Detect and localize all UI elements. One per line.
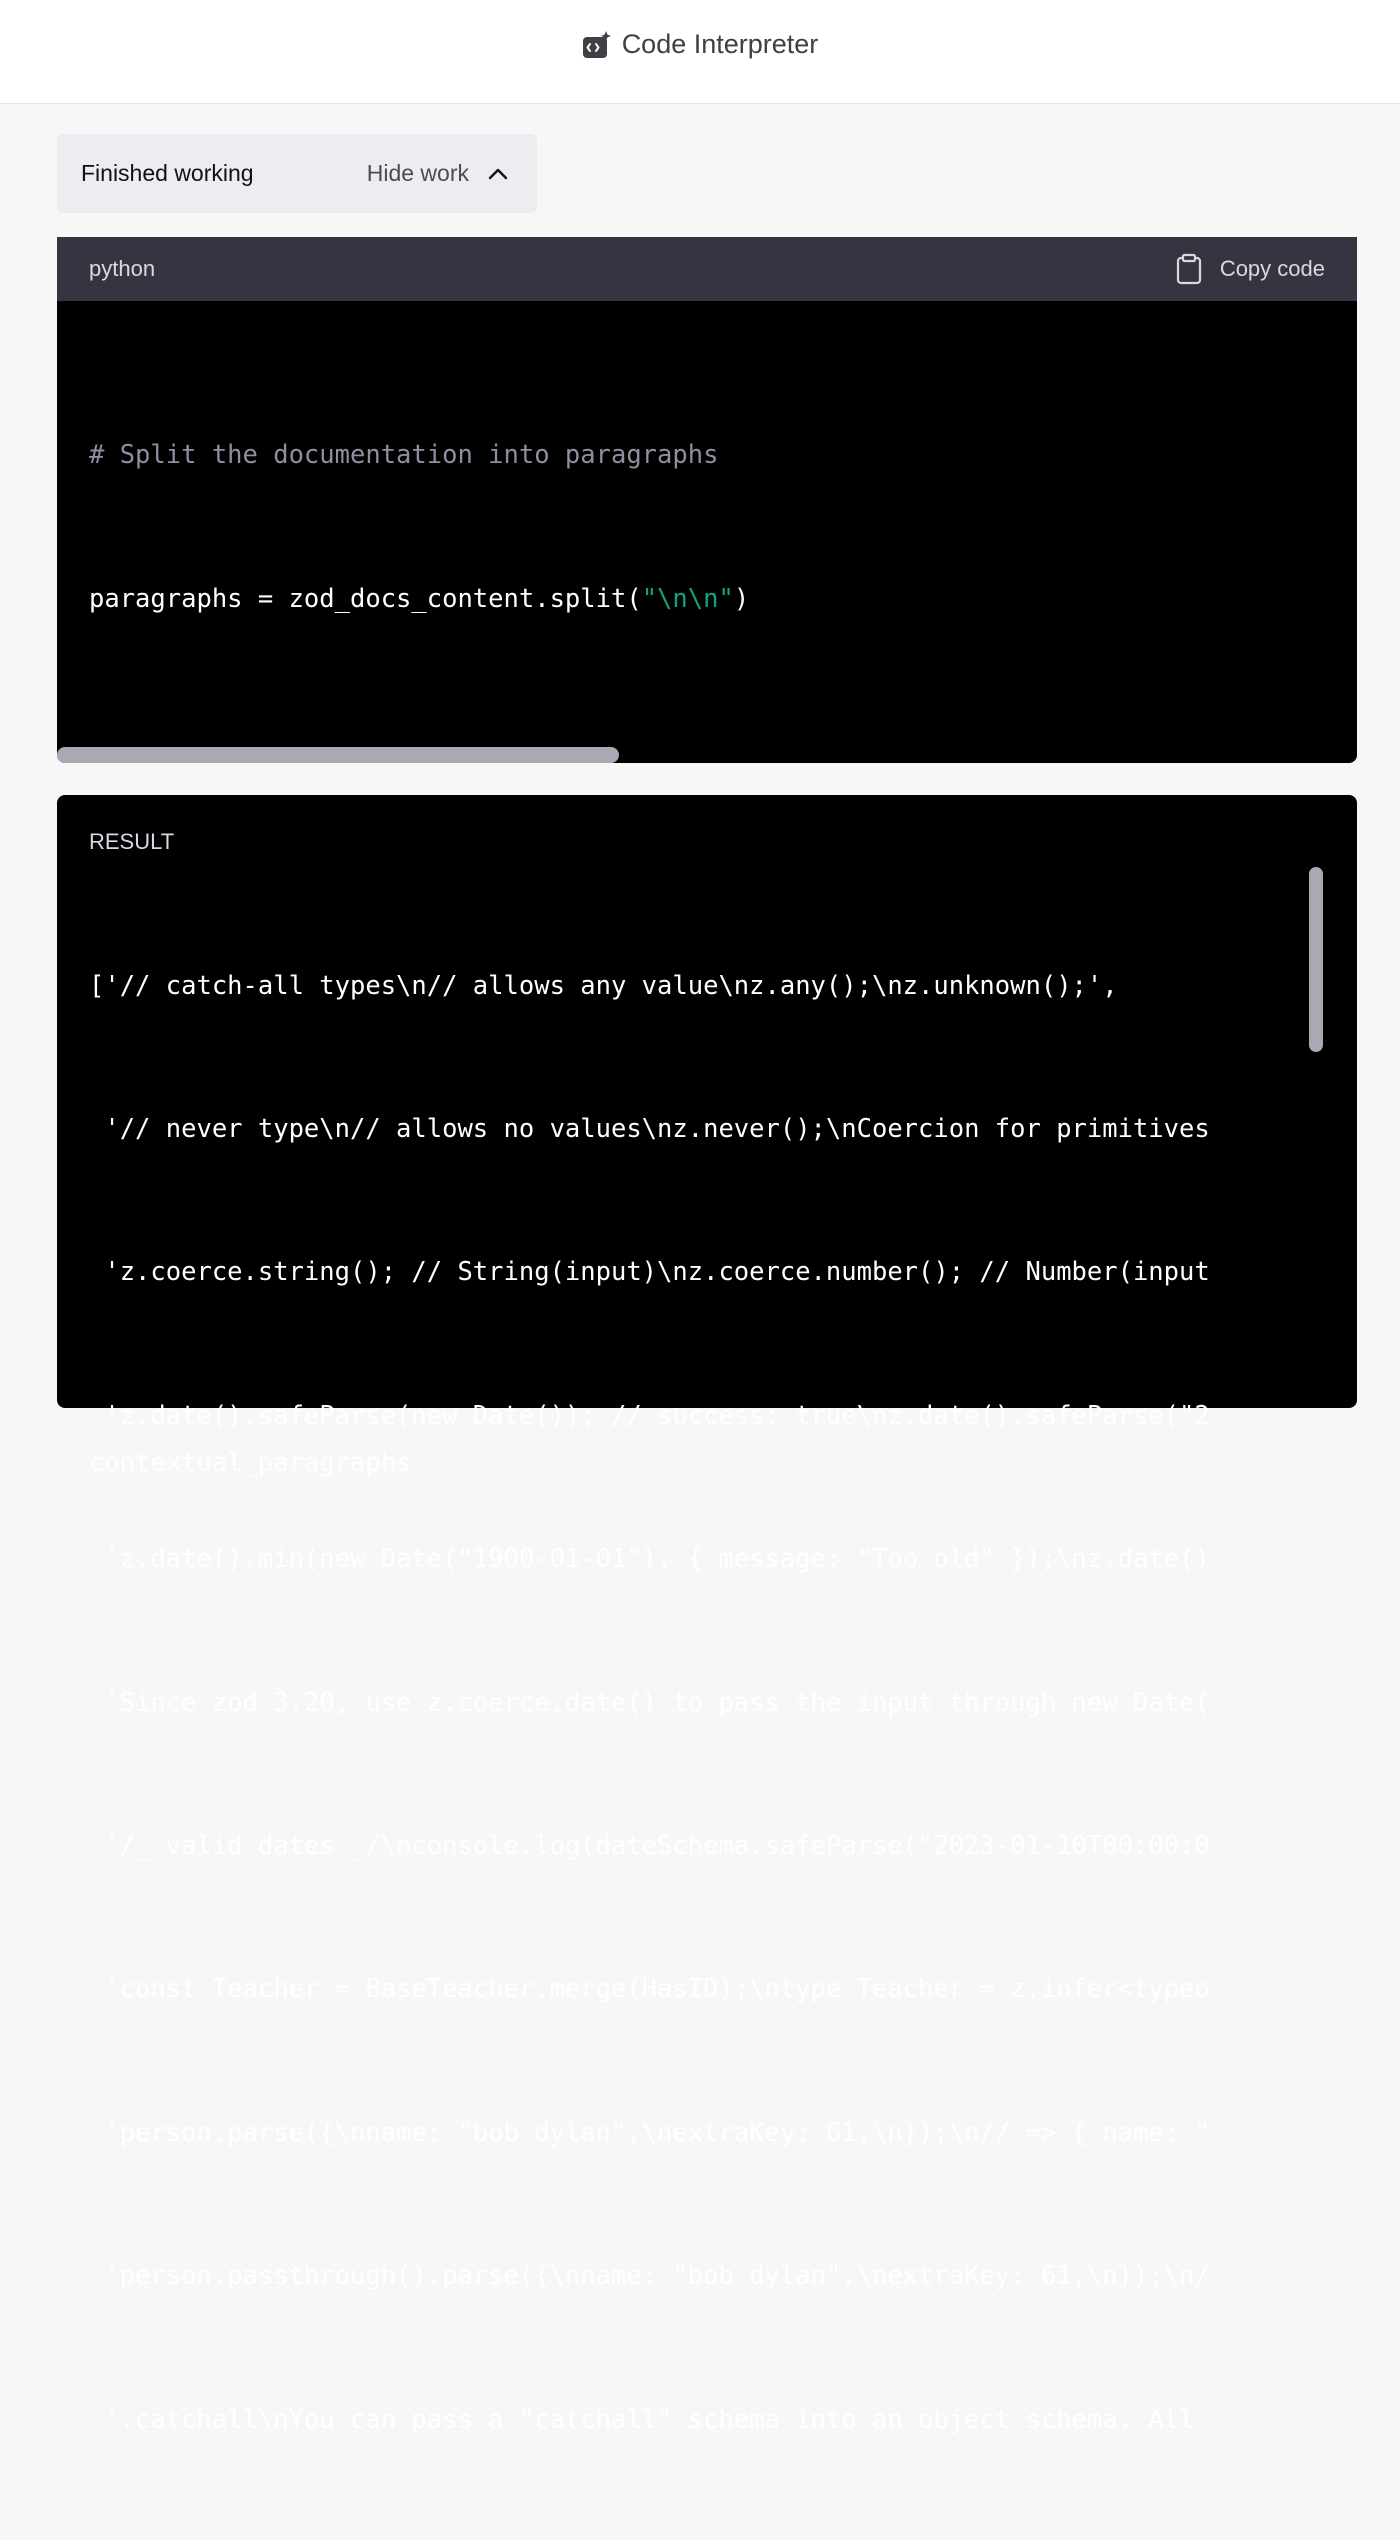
code-language: python [89, 256, 156, 281]
horizontal-scrollbar[interactable] [57, 747, 619, 763]
result-label: RESULT [89, 829, 175, 854]
result-line: 'Since zod 3.20, use z.coerce.date() to pass the input through new Date( [89, 1687, 1210, 1718]
status-label: Finished working [81, 160, 254, 186]
app-header [582, 29, 819, 60]
app-title: Code Interpreter [621, 29, 819, 59]
code-text: ) [733, 584, 750, 614]
result-line: 'z.date().safeParse(new Date()); // success: true\nz.date().safeParse("2 [89, 1400, 1210, 1431]
result-line: '// never type\n// allows no values\nz.never();\nCoercion for primitives [89, 1113, 1210, 1144]
code-text: contextual_paragraphs [89, 1448, 412, 1478]
chevron-up-icon [487, 163, 509, 185]
top-bar [0, 0, 1400, 104]
result-line: 'const Teacher = BaseTeacher.merge(HasID);\ntype Teacher = z.infer<typeo [89, 1974, 1210, 2005]
work-status-bar [57, 134, 537, 213]
code-comment: # Split the documentation into paragraphs [89, 440, 719, 470]
code-line [89, 431, 1357, 479]
hide-work-button[interactable] [367, 160, 509, 187]
result-line: '.catchall\nYou can pass a "catchall" schema into an object schema. All [89, 2404, 1195, 2435]
hide-work-label: Hide work [366, 160, 469, 186]
result-line: '/_ valid dates _/\nconsole.log(dateSchema.safeParse("2023-01-10T00:00:0 [89, 1830, 1210, 1861]
copy-code-label: Copy code [1219, 256, 1325, 281]
code-string: "\n\n" [641, 584, 734, 614]
vertical-scrollbar[interactable] [1309, 867, 1323, 1052]
result-line: 'person.parse({\nname: "bob dylan",\nextraKey: 61,\n});\n// => { name: " [89, 2117, 1210, 2148]
result-line: ['// catch-all types\n// allows any value\nz.any();\nz.unknown();', [89, 970, 1118, 1001]
result-line: 'z.date().min(new Date("1900-01-01"), { message: "Too old" });\nz.date() [89, 1544, 1210, 1575]
code-text: paragraphs = zod_docs_content.split( [89, 584, 642, 614]
code-line [89, 575, 1357, 623]
code-interpreter-icon [582, 30, 612, 60]
result-line: 'z.coerce.string(); // String(input)\nz.coerce.number(); // Number(input [89, 1257, 1210, 1288]
code-header [57, 237, 1357, 301]
result-line: 'person.passthrough().parse({\nname: "bob dylan",\nextraKey: 61,\n});\n/ [89, 2261, 1210, 2292]
copy-code-button[interactable] [1176, 254, 1325, 284]
clipboard-icon [1176, 254, 1202, 284]
